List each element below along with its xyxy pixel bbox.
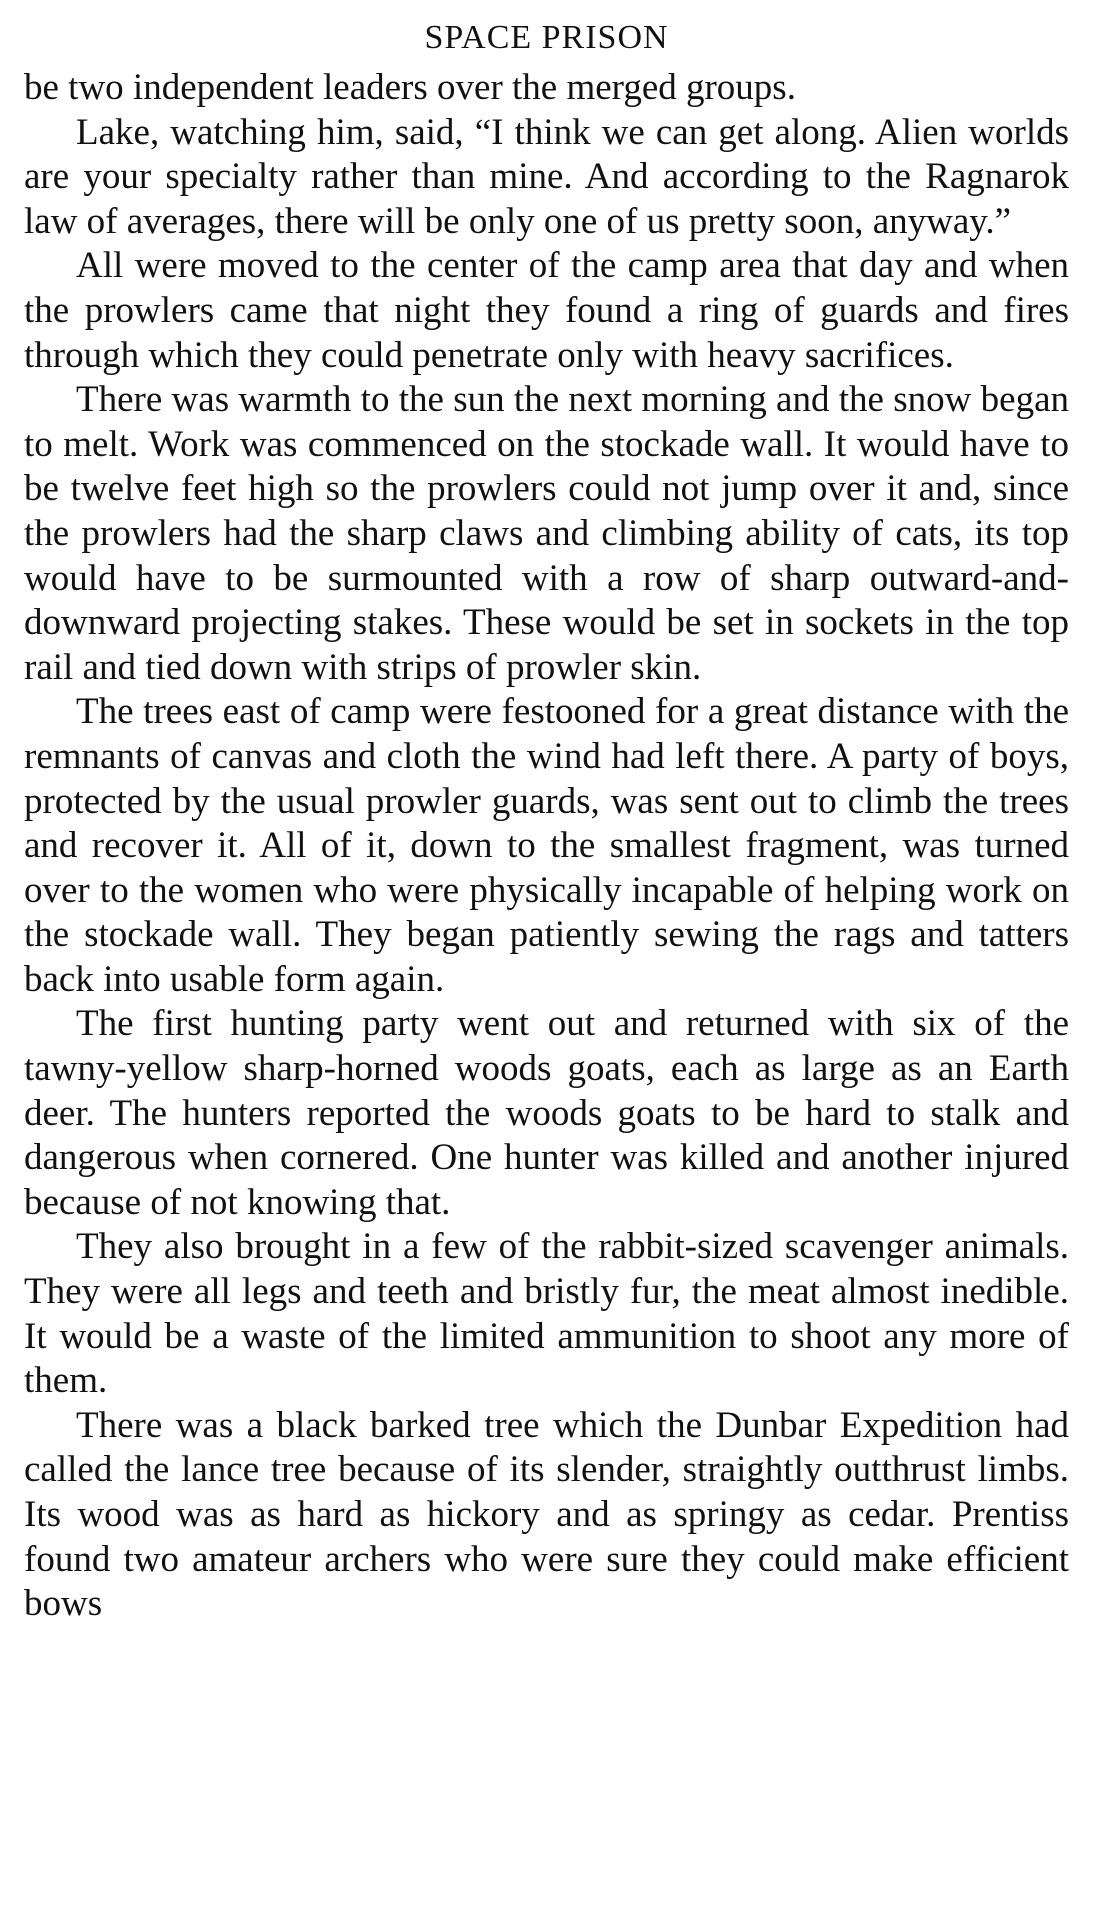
book-page — [24, 16, 1069, 1627]
paragraph-8: There was a black barked tree which the Dunbar Expedition had called the lance tree because of its slender, straightly outthrust limbs. Its wood was as hard as hickory and as springy as cedar. Prentiss found two amateur archers who were sure they could make efficient bows — [24, 1404, 1069, 1625]
paragraph-6: The first hunting party went out and returned with six of the tawny-yellow sharp-horned woods goats, each as large as an Earth deer. The hunters reported the woods goats to be hard to stalk and dangerous when cornered. One hunter was killed and another injured because of not knowing that. — [24, 1003, 1069, 1223]
body-text — [24, 66, 1069, 1627]
paragraph-2: Lake, watching him, said, “I think we can get along. Alien worlds are your specialty rather than mine. And according to the Ragnarok law of averages, there will be only one of us pretty soon, anyway.” — [24, 111, 1069, 242]
paragraph-1: be two independent leaders over the merged groups. — [24, 67, 796, 108]
paragraph-4: There was warmth to the sun the next morning and the snow began to melt. Work was commenced on the stockade wall. It would have to be twelve feet high so the prowlers could not jump over it and, since the prowlers had the sharp claws and climbing ability of cats, its top would have to be surmounted with a row of sharp outward-and-downward projecting stakes. These would be set in sockets in the top rail and tied down with strips of prowler skin. — [24, 379, 1069, 688]
paragraph-5: The trees east of camp were festooned for a great distance with the remnants of canvas and cloth the wind had left there. A party of boys, protected by the usual prowler guards, was sent out to climb the trees and recover it. All of it, down to the smallest fragment, was turned over to the women who were physically incapable of helping work on the stockade wall. They began patiently sewing the rags and tatters back into usable form again. — [24, 691, 1069, 1000]
paragraph-7: They also brought in a few of the rabbit-sized scavenger animals. They were all legs and teeth and bristly fur, the meat almost inedible. It would be a waste of the limited ammunition to shoot any more of them. — [24, 1226, 1069, 1402]
running-head: SPACE PRISON — [424, 19, 669, 56]
paragraph-3: All were moved to the center of the camp area that day and when the prowlers came that night they found a ring of guards and fires through which they could penetrate only with heavy sacrifices. — [24, 245, 1069, 376]
